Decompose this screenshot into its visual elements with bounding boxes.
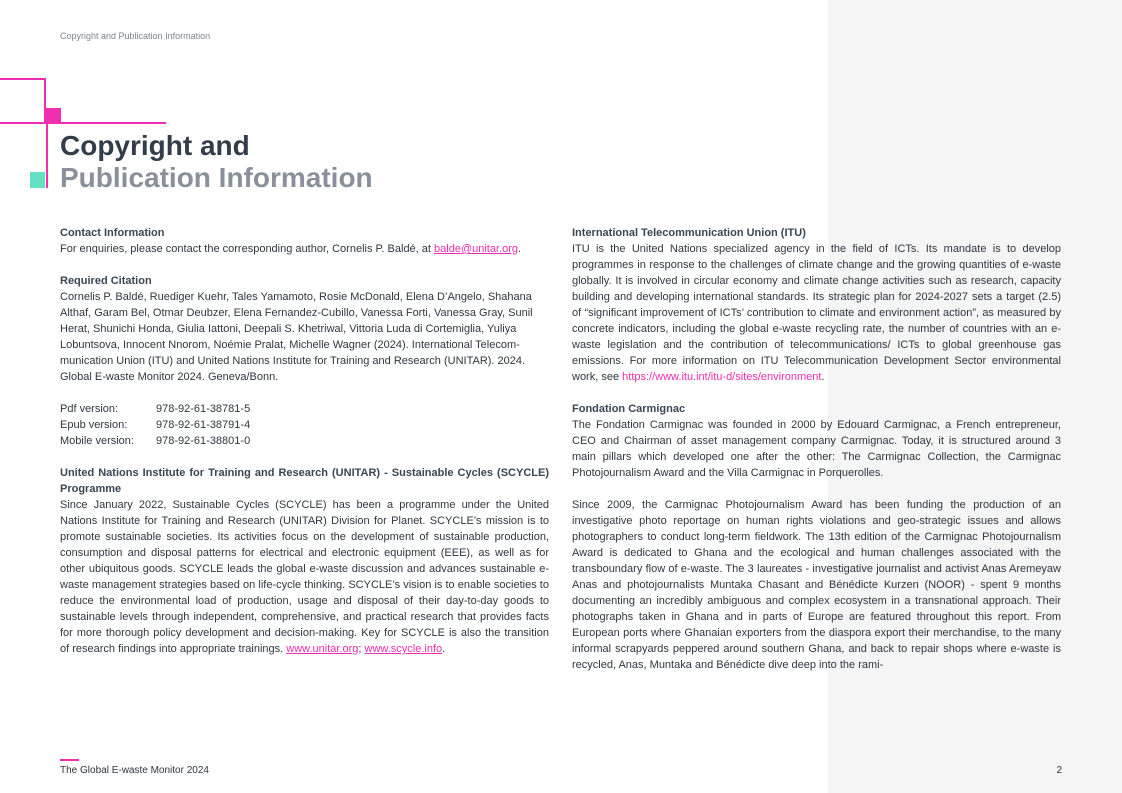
carmignac-text-2: Since 2009, the Carmignac Photojournalism Award has been funding the production of an investigative photo reportage on human rights violations and geo-strategic issues and allows photographers to conduct long-term fieldwork. The 13th edition of the Carmignac Photojournalism Award is dedicated to Ghana and the ecological and human challenges associated with the transboundary flow of e-waste. The 3 laureates - investigative journalist and activist Anas Aremeyaw Anas and photojournalists Muntaka Chasant and Bénédicte Kurzen (NOOR) - spent 9 months documenting an incredibly ambiguous and complex ecosystem in a transnational approach. Their photographs taken in Ghana and in parts of Europe are featured throughout this report. From European ports where Ghanaian exporters from the diaspora export their merchandise, to the many informal scrapyards peppered around southern Ghana, and back to repair shops where e-waste is recycled, Anas, Muntaka and Bénédicte dive deep into the rami- xyxy=(572,499,1061,671)
isbn-row xyxy=(60,433,549,449)
decorative-line xyxy=(0,122,166,124)
isbn-value: 978-92-61-38781-5 xyxy=(156,403,251,415)
itu-environment-link[interactable]: https://www.itu.int/itu-d/sites/environment xyxy=(622,371,822,383)
isbn-value: 978-92-61-38801-0 xyxy=(156,435,251,447)
link-separator: ; xyxy=(358,643,365,655)
carmignac-heading: Fondation Carmignac xyxy=(572,403,686,415)
isbn-label: Mobile version: xyxy=(60,435,134,447)
page-number: 2 xyxy=(1056,765,1062,776)
isbn-list xyxy=(60,401,549,449)
isbn-row xyxy=(60,401,549,417)
unitar-heading: United Nations Institute for Training and Research (UNITAR) - Sustainable Cycles (SCYCLE) Programme xyxy=(60,467,549,495)
isbn-row xyxy=(60,417,549,433)
itu-heading: International Telecommunication Union (ITU) xyxy=(572,227,806,239)
itu-end: . xyxy=(821,371,825,383)
citation-heading: Required Citation xyxy=(60,275,152,287)
page-title xyxy=(60,130,373,194)
left-column xyxy=(60,225,549,657)
isbn-value: 978-92-61-38791-4 xyxy=(156,419,251,431)
isbn-label: Pdf version: xyxy=(60,403,119,415)
email-link[interactable]: balde@unitar.org xyxy=(434,243,518,255)
contact-body: For enquiries, please contact the corresponding author, Cornelis P. Baldé, at xyxy=(60,243,435,255)
scycle-link[interactable]: www.scycle.info xyxy=(364,643,443,655)
itu-text xyxy=(572,241,1061,385)
carmignac-text-1: The Fondation Carmignac was founded in 2000 by Edouard Carmignac, a French entrepreneur, CEO and Chairman of asset management company Carmignac. Today, it is structured around 3 main pillars which developed one after the other: The Carmignac Collection, the Carmignac Photojournalism Award and the Villa Carmignac in Porquerolles. xyxy=(572,419,1061,479)
right-column xyxy=(572,225,1061,673)
decorative-line xyxy=(46,122,48,188)
unitar-text xyxy=(60,497,549,657)
page-title-line2: Publication Information xyxy=(60,162,373,193)
citation-text: Cornelis P. Baldé, Ruediger Kuehr, Tales Yamamoto, Rosie McDonald, Elena D’Angelo, Shahana Althaf, Garam Bel, Otmar Deubzer, Elena Fernandez-Cubillo, Vanessa Forti, Vanessa Gray, Sunil Herat, Shunichi Honda, Giulia Iattoni, Deepali S. Khetriwal, Vittoria Luda di Cortemiglia, Yuliya Lobuntsova, Innocent Nnorom, Noémie Pralat, Michelle Wagner (2024). International Telecommunication Union (ITU) and United Nations Institute for Training and Research (UNITAR). 2024. Global E-waste Monitor 2024. Geneva/Bonn. xyxy=(60,291,533,383)
unitar-link[interactable]: www.unitar.org xyxy=(286,643,359,655)
page-title-line1: Copyright and xyxy=(60,130,250,161)
contact-heading: Contact Information xyxy=(60,227,165,239)
running-header: Copyright and Publication Information xyxy=(60,31,211,41)
decorative-square-green xyxy=(30,172,45,188)
itu-body: ITU is the United Nations specialized agency in the field of ICTs. Its mandate is to develop programmes in response to the challenges of climate change and the growing quantities of e-waste globally. It is involved in circular economy and climate change activities such as research, capacity building and developing international standards. Its strategic plan for 2024-2027 sets a target (2.5) of “significant improvement of ICTs’ contribution to climate and environment action”, as measured by concrete indicators, including the global e-waste recycling rate, the number of countries with an e-waste legislation and the contribution of telecommunications/ ICTs to global greenhouse gas emissions. For more information on ITU Telecommunication Development Sector environmental work, see xyxy=(572,243,1061,383)
decorative-line xyxy=(0,78,46,80)
footer-accent-bar xyxy=(60,759,79,761)
isbn-label: Epub version: xyxy=(60,419,128,431)
contact-text xyxy=(60,241,549,257)
unitar-body: Since January 2022, Sustainable Cycles (SCYCLE) has been a programme under the United Nations Institute for Training and Research (UNITAR) Division for Planet. SCYCLE’s mission is to promote sustainable societies. Its activities focus on the development of sustainable production, consumption and disposal patterns for electrical and electronic equipment (EEE), as well as for other ubiquitous goods. SCYCLE leads the global e-waste discussion and advances sustainable e-waste management strategies based on life-cycle thinking. SCYCLE’s vision is to enable societies to reduce the environmental load of production, usage and disposal of their day-to-day goods to sustainable levels through independent, comprehensive, and practical research that provides facts for more thorough policy development and decision-making. Key for SCYCLE is also the transition of research findings into appropriate trainings. xyxy=(60,499,549,655)
footer-publication-title: The Global E-waste Monitor 2024 xyxy=(60,765,209,776)
contact-end: . xyxy=(517,243,522,255)
unitar-end: . xyxy=(442,643,446,655)
